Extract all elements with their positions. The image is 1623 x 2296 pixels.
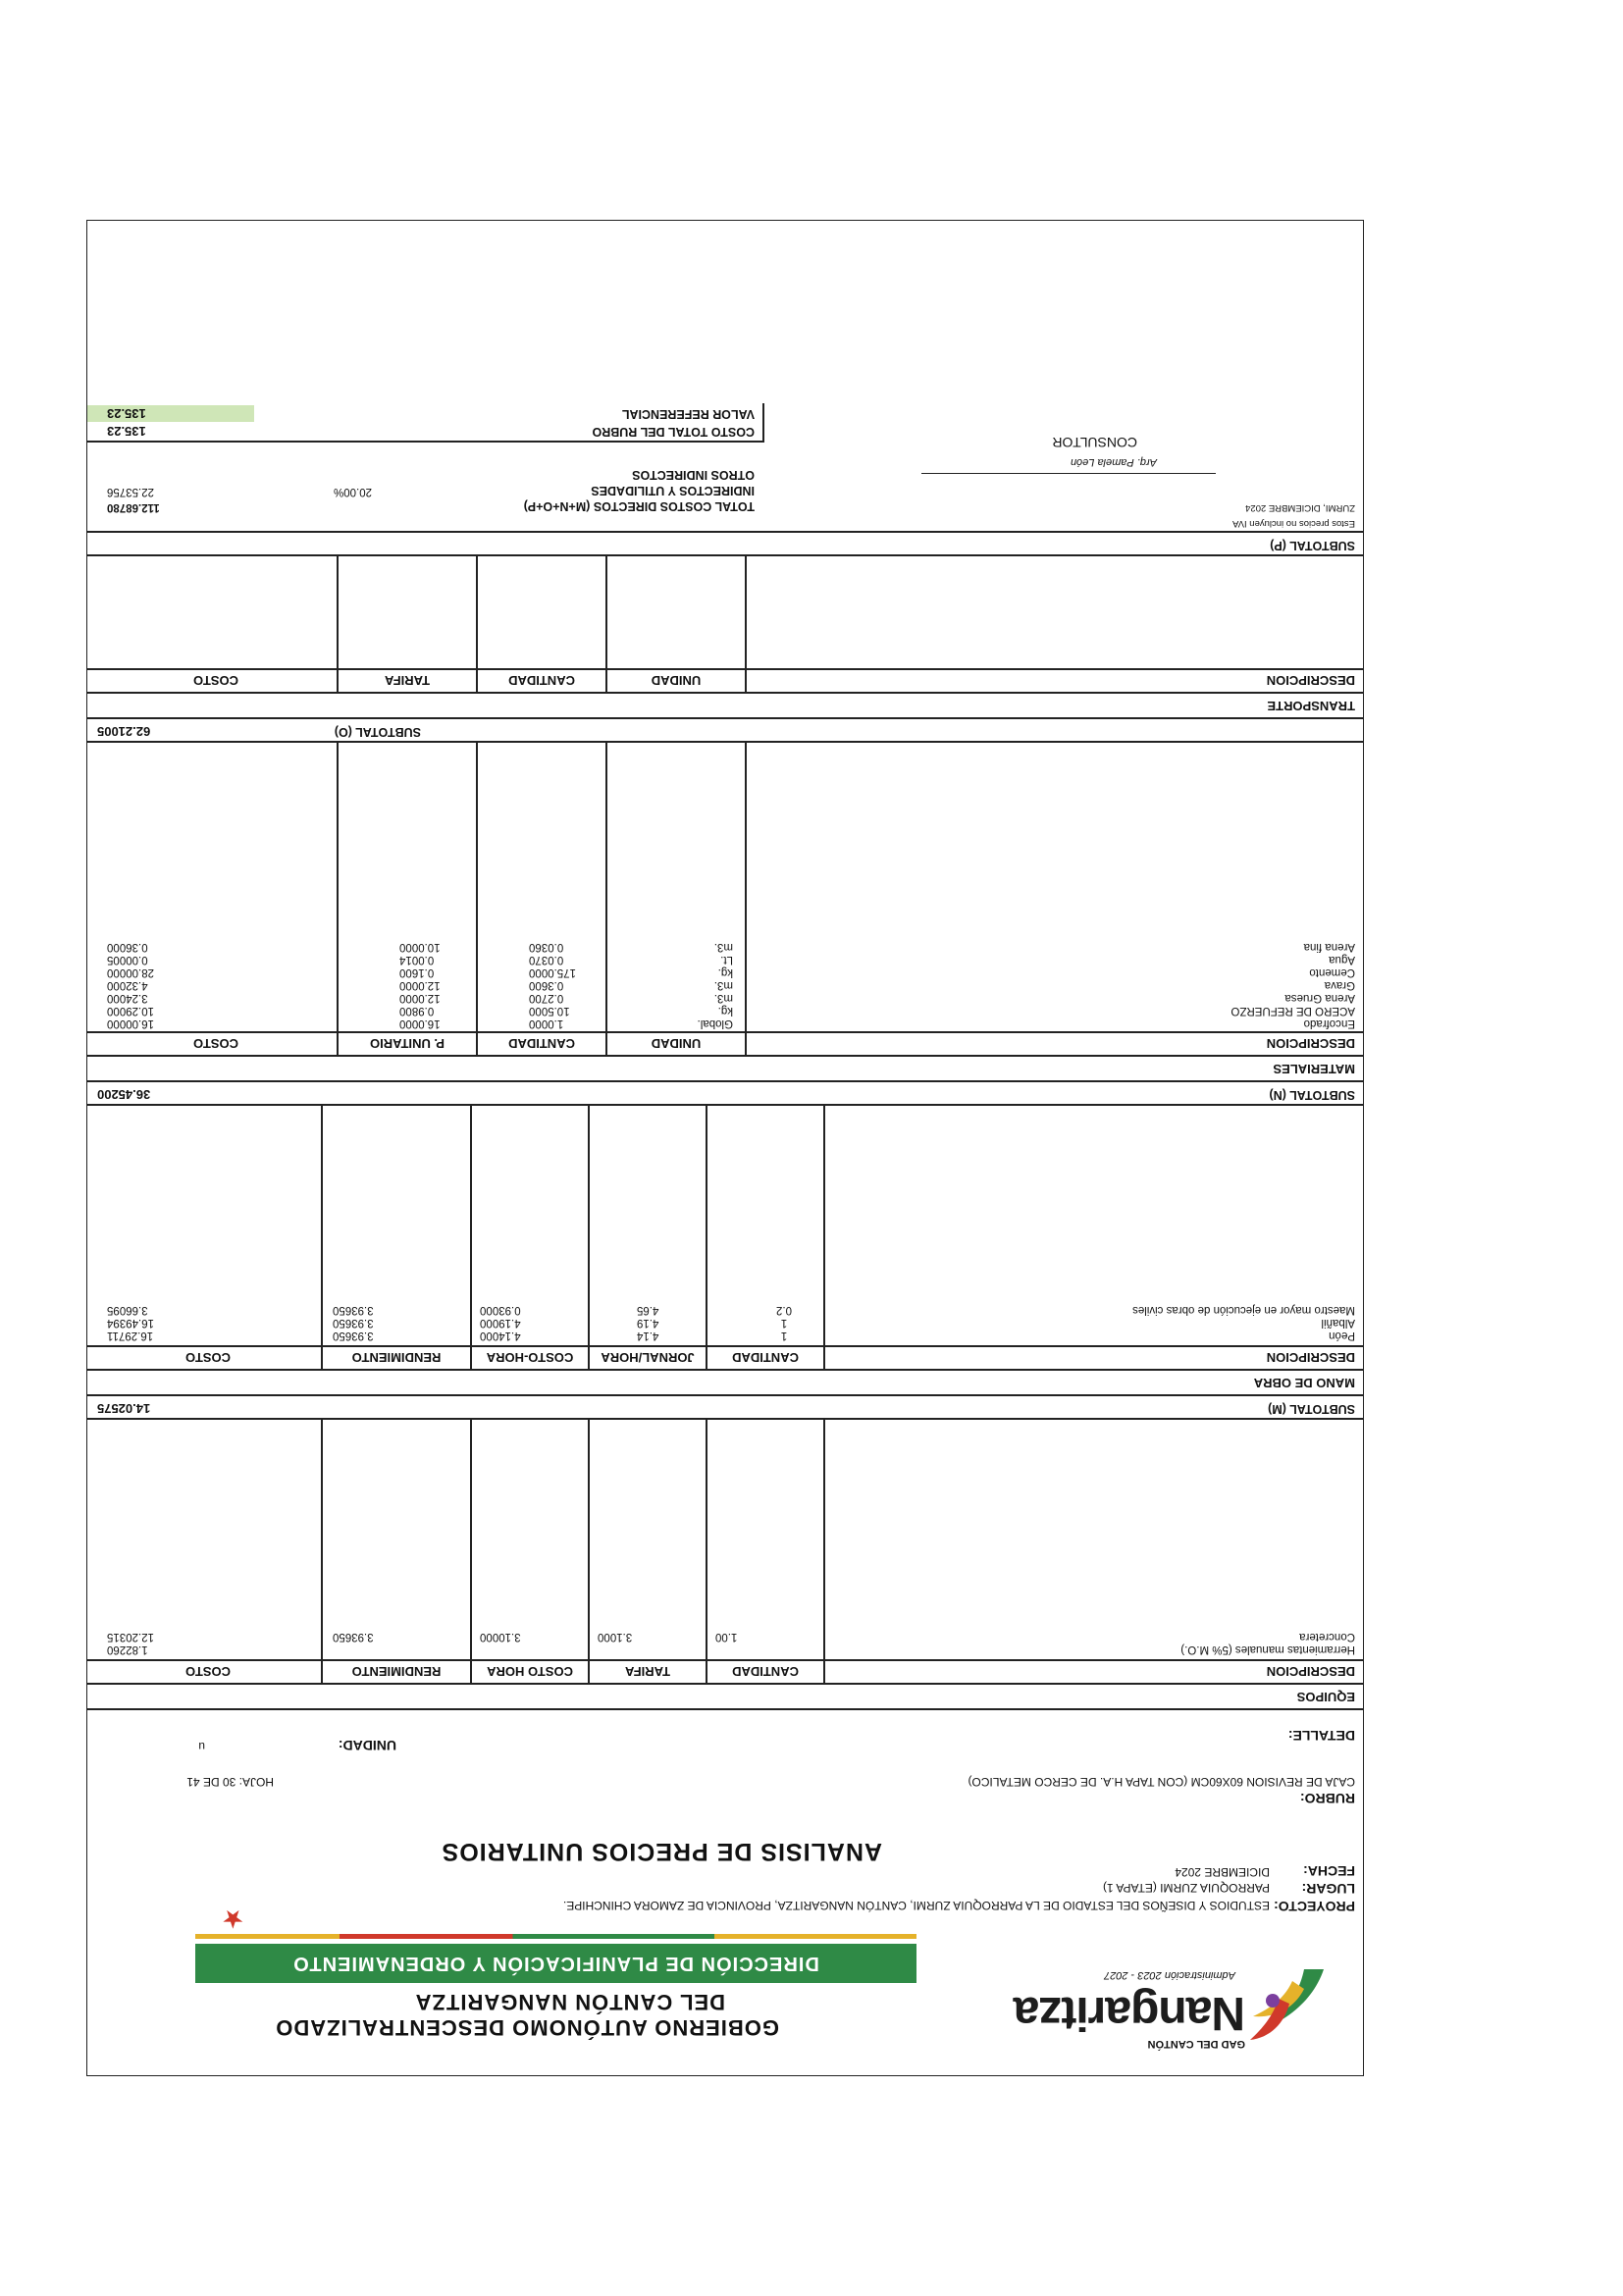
mat-row-cant: 0.0370 <box>529 954 564 965</box>
mano-subtotal: 36.45200 <box>97 1087 151 1102</box>
trans-subtotal-label: SUBTOTAL (P) <box>1270 539 1355 552</box>
equipos-row-costo-hora: 3.10000 <box>480 1631 521 1643</box>
place-date: ZURMI, DICIEMBRE 2024 <box>1245 502 1355 513</box>
mano-row-costo: 3.66095 <box>107 1304 148 1316</box>
mano-row-costo: 16.29711 <box>107 1330 154 1341</box>
mano-row-cant: 0.2 <box>776 1304 792 1316</box>
mat-row-unit: m3. <box>713 979 733 991</box>
mat-row-unit: m3. <box>713 992 733 1004</box>
rule-mat-rows <box>87 1032 1363 1034</box>
mat-row-desc: Arena fina <box>1303 941 1355 953</box>
mat-row-cant: 1.0000 <box>529 1018 564 1029</box>
star-icon: ★ <box>221 1905 244 1934</box>
mano-row-costo-hora: 4.19000 <box>480 1317 521 1329</box>
mat-row-unit: kg. <box>717 1005 733 1017</box>
mat-row-pu: 0.0014 <box>399 954 435 965</box>
equipos-col-sep <box>589 1420 591 1685</box>
logo-caption: GAD DEL CANTÓN <box>1147 2038 1245 2050</box>
mat-row-cant: 0.3600 <box>529 979 564 991</box>
mat-row-pu: 16.0000 <box>399 1018 441 1029</box>
signature-line <box>921 473 1216 474</box>
mat-subtotal: 62.21005 <box>97 724 151 739</box>
costo-total: 135.23 <box>107 424 146 439</box>
mano-subtotal-label: SUBTOTAL (N) <box>1269 1088 1355 1102</box>
mat-row-costo: 16.00000 <box>107 1018 154 1029</box>
rule-mano-head <box>87 1370 1363 1372</box>
mat-row-pu: 12.0000 <box>399 992 441 1004</box>
detalle-label: DETALLE: <box>1287 1728 1355 1744</box>
mano-row-jornal: 4.65 <box>637 1304 659 1316</box>
equipos-row-costo: 12.20315 <box>107 1631 154 1643</box>
lugar-label: LUGAR: <box>1301 1881 1355 1897</box>
rule-mano-sub <box>87 1105 1363 1107</box>
indirectos-value: 22.53756 <box>107 486 154 497</box>
lugar-value: PARROQUIA ZURMI (ETAPA 1) <box>1102 1881 1270 1895</box>
administration-period: Administración 2023 - 2027 <box>1104 1969 1235 1981</box>
proyecto-label: PROYECTO: <box>1274 1899 1355 1914</box>
rubro-label: RUBRO: <box>1300 1791 1355 1806</box>
equipos-row-desc: Concretera <box>1299 1631 1355 1643</box>
mano-row-desc: Peón <box>1329 1330 1355 1341</box>
rule-mat-head <box>87 1056 1363 1058</box>
mano-row-desc: Albañil <box>1321 1317 1355 1329</box>
equipos-h-cant: CANTIDAD <box>732 1664 799 1679</box>
mat-row-desc: Cemento <box>1309 966 1355 978</box>
document-header <box>87 1863 1363 2075</box>
gad-title: GOBIERNO AUTÓNOMO DESCENTRALIZADO <box>275 2015 779 2040</box>
rule-mano <box>87 1395 1363 1397</box>
mano-h-jornal: JORNAL/HORA <box>601 1350 695 1365</box>
transporte-title: TRANSPORTE <box>1267 699 1355 713</box>
signer-role: CONSULTOR <box>1052 435 1137 450</box>
rule-equipos-sub <box>87 1419 1363 1421</box>
mano-col-sep <box>589 1106 591 1371</box>
mat-row-desc: Encofrado <box>1303 1018 1355 1029</box>
rule-materiales <box>87 1081 1363 1083</box>
mat-row-costo: 0.00005 <box>107 954 148 965</box>
iva-note: Estos precios no incluyen IVA <box>1232 518 1355 529</box>
equipos-col-sep <box>471 1420 473 1685</box>
mat-row-costo: 10.29000 <box>107 1005 154 1017</box>
municipality-logo <box>1014 1957 1343 2065</box>
mano-row-rend: 3.93650 <box>333 1317 374 1329</box>
total-directos-label: TOTAL COSTOS DIRECTOS (M+N+O+P) <box>523 499 755 513</box>
mat-row-desc: Grava <box>1324 979 1355 991</box>
equipos-row-costo: 1.82260 <box>107 1644 148 1655</box>
equipos-h-desc: DESCRIPCION <box>1266 1664 1355 1679</box>
equipos-h-costo-hora: COSTO HORA <box>487 1664 573 1679</box>
logo-wordmark: Nangaritza <box>1014 1987 1245 2039</box>
mat-row-desc: Arena Gruesa <box>1284 992 1355 1004</box>
mano-row-rend: 3.93650 <box>333 1330 374 1341</box>
mat-col-sep <box>338 743 340 1057</box>
rule-equipos-head <box>87 1684 1363 1686</box>
mat-subtotal-label: SUBTOTAL (O) <box>334 725 421 739</box>
fecha-label: FECHA: <box>1303 1863 1355 1879</box>
mano-row-costo-hora: 4.14000 <box>480 1330 521 1341</box>
costo-total-label: COSTO TOTAL DEL RUBRO <box>592 425 755 439</box>
rule-equipos <box>87 1709 1363 1711</box>
equipos-row-desc: Herramientas manuales (5% M.O.) <box>1180 1644 1355 1655</box>
equipos-row-cant: 1.00 <box>715 1631 738 1643</box>
mano-col-sep <box>322 1106 324 1371</box>
rule-transporte <box>87 718 1363 720</box>
mat-row-costo: 0.36000 <box>107 941 148 953</box>
trans-h-desc: DESCRIPCION <box>1266 673 1355 688</box>
mano-row-desc: Maestro mayor en ejecución de obras civiles <box>1132 1304 1355 1316</box>
mat-row-unit: m3. <box>713 941 733 953</box>
equipos-row-tarifa: 3.1000 <box>598 1631 633 1643</box>
mano-row-jornal: 4.14 <box>637 1330 659 1341</box>
indirectos-label: INDIRECTOS Y UTILIDADES <box>591 484 755 497</box>
totals-box-top <box>87 442 764 444</box>
mat-row-pu: 0.9800 <box>399 1005 435 1017</box>
mano-h-desc: DESCRIPCION <box>1266 1350 1355 1365</box>
mat-h-unidad: UNIDAD <box>651 1036 702 1051</box>
mano-col-sep <box>707 1106 708 1371</box>
equipos-h-rend: RENDIMIENTO <box>351 1664 442 1679</box>
mano-obra-title: MANO DE OBRA <box>1253 1376 1355 1390</box>
direction-banner: DIRECCIÓN DE PLANIFICACIÓN Y ORDENAMIENTO <box>195 1944 916 1983</box>
equipos-col-sep <box>322 1420 324 1685</box>
unidad-label: UNIDAD: <box>338 1738 396 1753</box>
flower-logo-icon <box>1245 1959 1343 2058</box>
mano-h-rend: RENDIMIENTO <box>351 1350 442 1365</box>
equipos-col-sep <box>824 1420 826 1685</box>
rule-mat-sub <box>87 742 1363 744</box>
rule-footer <box>87 532 1363 534</box>
mano-row-cant: 1 <box>780 1317 788 1329</box>
trans-h-costo: COSTO <box>193 673 238 688</box>
gad-canton: DEL CANTÓN NANGARITZA <box>414 1990 725 2014</box>
mat-h-cant: CANTIDAD <box>508 1036 575 1051</box>
mat-col-sep <box>746 743 748 1057</box>
equipos-subtotal-label: SUBTOTAL (M) <box>1268 1402 1355 1416</box>
mat-row-pu: 12.0000 <box>399 979 441 991</box>
mano-row-costo-hora: 0.93000 <box>480 1304 521 1316</box>
rule-trans-sub <box>87 555 1363 557</box>
hoja-value: HOJA: 30 DE 41 <box>186 1775 274 1789</box>
mat-row-costo: 4.32000 <box>107 979 148 991</box>
materiales-title: MATERIALES <box>1273 1062 1355 1076</box>
mat-row-pu: 0.1600 <box>399 966 435 978</box>
trans-h-cant: CANTIDAD <box>508 673 575 688</box>
mat-h-costo: COSTO <box>193 1036 238 1051</box>
rubro-value: CAJA DE REVISION 60X60CM (CON TAPA H.A. DE CERCO METALICO) <box>968 1775 1355 1789</box>
mano-col-sep <box>471 1106 473 1371</box>
mat-h-desc: DESCRIPCION <box>1266 1036 1355 1051</box>
rule-mano-rows <box>87 1346 1363 1348</box>
flag-stripe <box>195 1934 916 1939</box>
mano-row-costo: 16.49394 <box>107 1317 154 1329</box>
valor-referencial: 135.23 <box>107 406 146 421</box>
trans-h-tarifa: TARIFA <box>385 673 430 688</box>
proyecto-value: ESTUDIOS Y DISEÑOS DEL ESTADIO DE LA PARROQUIA ZURMI, CANTÓN NANGARITZA, PROVINCIA DE ZAMORA CHINCHIPE. <box>562 1899 1270 1912</box>
mat-row-costo: 28.00000 <box>107 966 154 978</box>
mat-row-unit: Global. <box>697 1018 733 1029</box>
otros-indirectos-label: OTROS INDIRECTOS <box>632 468 755 482</box>
mano-h-costo: COSTO <box>185 1350 231 1365</box>
mat-row-cant: 10.5000 <box>529 1005 570 1017</box>
fecha-value: DICIEMBRE 2024 <box>1175 1865 1270 1879</box>
document-sheet-rotated <box>69 206 1384 2090</box>
equipos-row-rend: 3.93650 <box>333 1631 374 1643</box>
mat-row-costo: 3.24000 <box>107 992 148 1004</box>
totals-box-left <box>763 403 765 443</box>
mano-h-cant: CANTIDAD <box>732 1350 799 1365</box>
mano-h-costo-hora: COSTO-HORA <box>486 1350 574 1365</box>
equipos-subtotal: 14.02575 <box>97 1401 151 1416</box>
equipos-h-costo: COSTO <box>185 1664 231 1679</box>
mat-row-cant: 0.0360 <box>529 941 564 953</box>
mano-row-cant: 1 <box>780 1330 788 1341</box>
mano-row-rend: 3.93650 <box>333 1304 374 1316</box>
mat-row-desc: Agua <box>1329 954 1355 965</box>
equipos-title: EQUIPOS <box>1296 1690 1355 1704</box>
valor-referencial-label: VALOR REFERENCIAL <box>621 407 755 421</box>
trans-col-sep <box>338 556 340 694</box>
signer-name: Arq. Pamela León <box>1070 456 1157 468</box>
document-frame <box>86 220 1364 2076</box>
rule-trans-head <box>87 693 1363 695</box>
equipos-h-tarifa: TARIFA <box>625 1664 670 1679</box>
mat-row-cant: 0.2700 <box>529 992 564 1004</box>
rule-equipos-rows <box>87 1660 1363 1662</box>
indirectos-pct: 20.00% <box>333 486 372 497</box>
total-directos: 112.68780 <box>107 501 160 513</box>
mat-col-sep <box>477 743 479 1057</box>
mat-col-sep <box>606 743 608 1057</box>
trans-col-sep <box>746 556 748 694</box>
rule-trans-rows <box>87 669 1363 671</box>
mat-row-unit: kg. <box>717 966 733 978</box>
trans-col-sep <box>606 556 608 694</box>
trans-h-unidad: UNIDAD <box>651 673 702 688</box>
mat-h-pu: P. UNITARIO <box>369 1036 445 1051</box>
mat-row-desc: ACERO DE REFUERZO <box>1230 1005 1355 1017</box>
equipos-col-sep <box>707 1420 708 1685</box>
unidad-value: u <box>198 1740 205 1753</box>
mano-col-sep <box>824 1106 826 1371</box>
mat-row-pu: 10.0000 <box>399 941 441 953</box>
trans-col-sep <box>477 556 479 694</box>
document-title: ANALISIS DE PRECIOS UNITARIOS <box>441 1838 882 1865</box>
mano-row-jornal: 4.19 <box>637 1317 659 1329</box>
mat-row-unit: Lt. <box>720 954 733 965</box>
mat-row-cant: 175.0000 <box>529 966 576 978</box>
